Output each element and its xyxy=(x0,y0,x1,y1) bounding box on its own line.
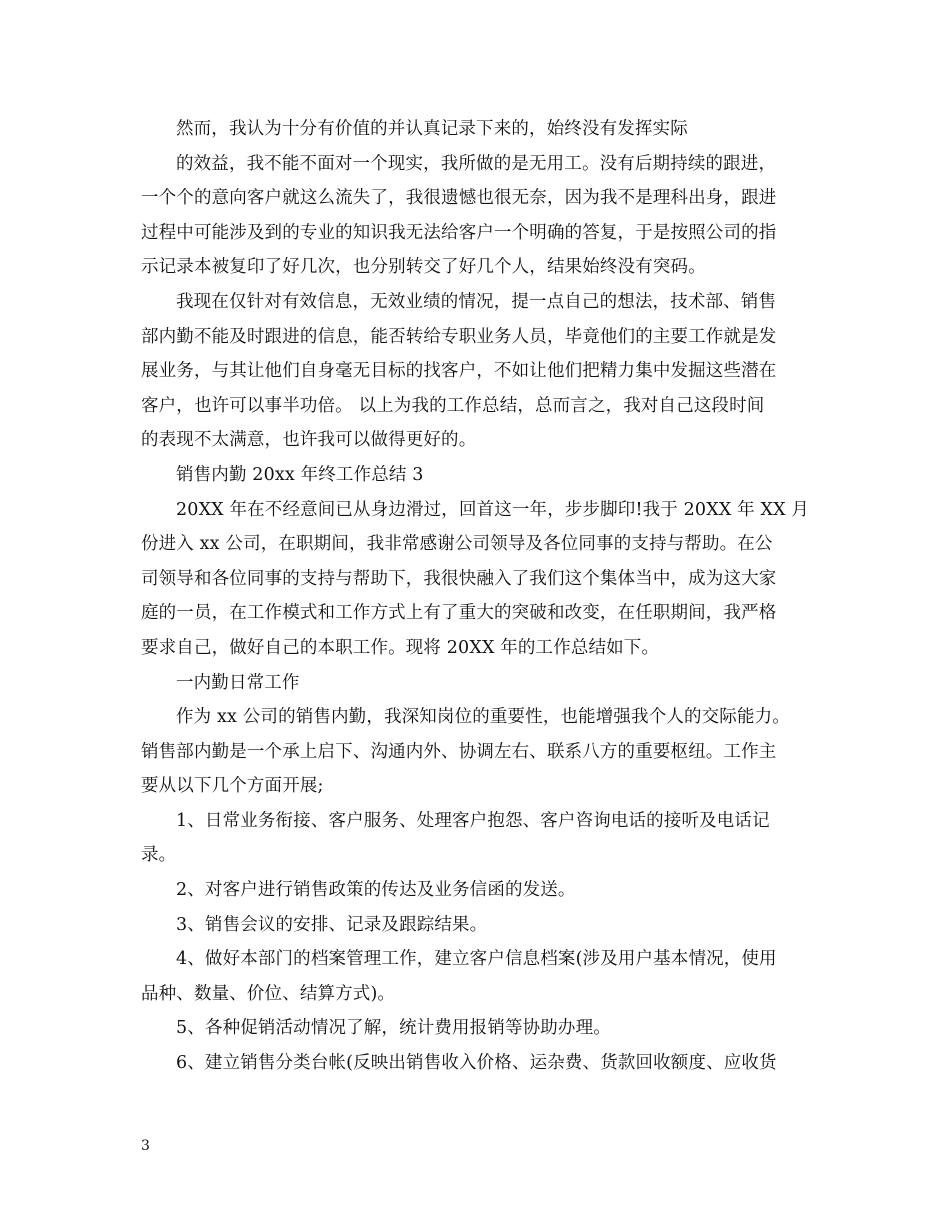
text-line: 过程中可能涉及到的专业的知识我无法给客户一个明确的答复，于是按照公司的指 xyxy=(141,222,777,243)
text-line: 作为 xx 公司的销售内勤，我深知岗位的重要性，也能增强我个人的交际能力。 xyxy=(176,707,790,728)
list-item-line: 2、对客户进行销售政策的传达及业务信函的发送。 xyxy=(176,880,576,901)
text-line: 司领导和各位同事的支持与帮助下，我很快融入了我们这个集体当中，成为这大家 xyxy=(141,568,777,589)
text-line: 的表现不太满意，也许我可以做得更好的。 xyxy=(141,430,477,451)
text-line: 部内勤不能及时跟进的信息，能否转给专职业务人员，毕竟他们的主要工作就是发 xyxy=(141,326,777,347)
list-item-line: 5、各种促销活动情况了解，统计费用报销等协助办理。 xyxy=(176,1018,611,1039)
text-line: 要从以下几个方面开展; xyxy=(141,776,324,797)
text-line: 要求自己，做好自己的本职工作。现将 20XX 年的工作总结如下。 xyxy=(141,637,660,658)
text-line: 的效益，我不能不面对一个现实，我所做的是无用工。没有后期持续的跟进， xyxy=(176,153,777,174)
text-line: 份进入 xx 公司，在职期间，我非常感谢公司领导及各位同事的支持与帮助。在公 xyxy=(141,534,773,555)
text-line: 然而，我认为十分有价值的并认真记录下来的，始终没有发挥实际 xyxy=(176,119,688,139)
text-line: 一个个的意向客户就这么流失了，我很遗憾也很无奈，因为我不是理科出身，跟进 xyxy=(141,188,777,209)
text-line: 庭的一员，在工作模式和工作方式上有了重大的突破和改变，在任职期间，我严格 xyxy=(141,603,777,624)
list-item-line: 3、销售会议的安排、记录及跟踪结果。 xyxy=(176,914,488,935)
text-line: 20XX 年在不经意间已从身边滑过，回首这一年，步步脚印!我于 20XX 年 XX 月 xyxy=(176,499,810,520)
list-item-line: 6、建立销售分类台帐(反映出销售收入价格、运杂费、货款回收额度、应收货 xyxy=(176,1053,777,1074)
section-heading: 销售内勤 20xx 年终工作总结 3 xyxy=(176,464,424,485)
list-item-line: 录。 xyxy=(141,845,177,866)
page-number: 3 xyxy=(141,1138,150,1154)
text-line: 示记录本被复印了好几次，也分别转交了好几个人，结果始终没有突码。 xyxy=(141,257,706,278)
document-body xyxy=(141,112,831,1081)
list-item-line: 4、做好本部门的档案管理工作，建立客户信息档案(涉及用户基本情况，使用 xyxy=(176,949,777,970)
text-line: 销售部内勤是一个承上启下、沟通内外、协调左右、联系八方的重要枢纽。工作主 xyxy=(141,741,777,762)
text-line: 客户，也许可以事半功倍。 以上为我的工作总结，总而言之，我对自己这段时间 xyxy=(141,395,765,416)
subsection-heading: 一内勤日常工作 xyxy=(176,672,300,693)
text-line: 我现在仅针对有效信息，无效业绩的情况，提一点自己的想法，技术部、销售 xyxy=(176,291,777,312)
list-item-line: 1、日常业务衔接、客户服务、处理客户抱怨、客户咨询电话的接听及电话记 xyxy=(176,810,770,831)
list-item-line: 品种、数量、价位、结算方式)。 xyxy=(141,983,396,1004)
text-line: 展业务，与其让他们自身毫无目标的找客户，不如让他们把精力集中发掘这些潜在 xyxy=(141,361,777,382)
